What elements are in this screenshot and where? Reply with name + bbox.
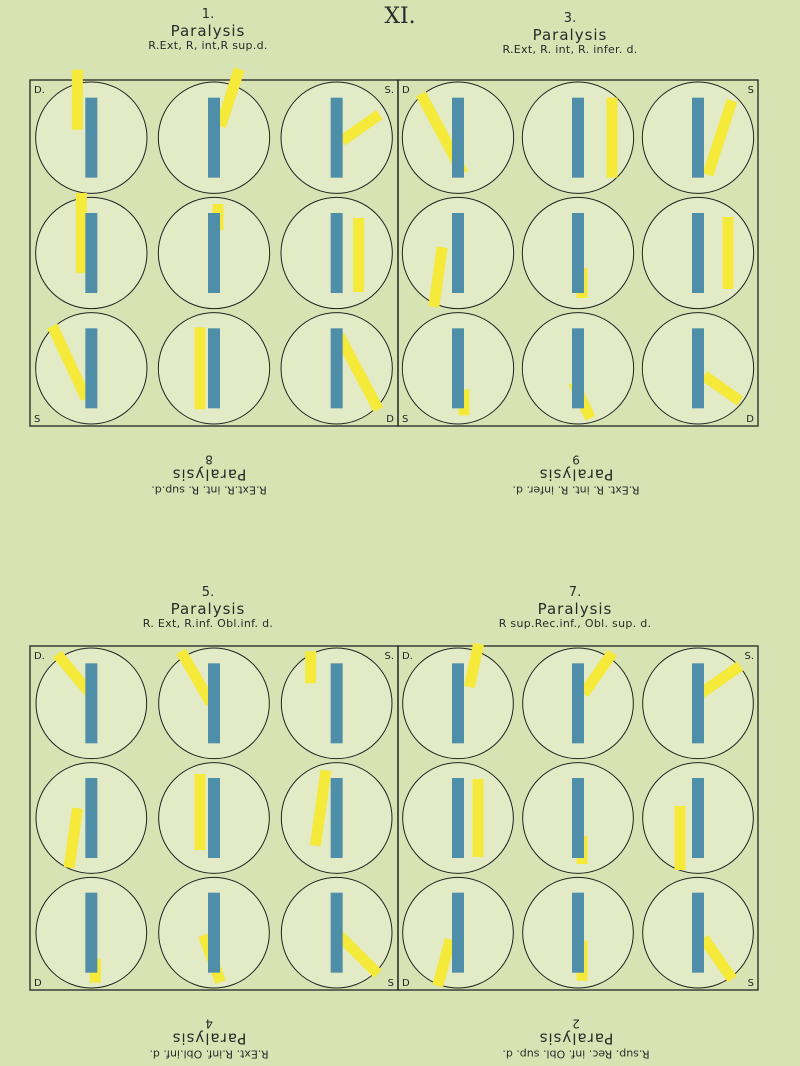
true-image-bar <box>692 893 704 973</box>
true-image-bar <box>208 778 220 858</box>
panel-3-subtitle: R.Ext, R. int, R. infer. d. <box>502 43 638 57</box>
corner-label-top-left: D. <box>34 85 45 96</box>
panel-1-inverted-number: 8 <box>205 452 213 467</box>
gaze-field-cell <box>403 877 514 988</box>
panel-7-number: 7. <box>568 585 582 600</box>
gaze-field-cell <box>281 197 392 308</box>
gaze-field-cell <box>522 82 633 193</box>
true-image-bar <box>85 98 97 178</box>
gaze-field-cell <box>522 313 633 424</box>
gaze-field-cell <box>523 648 634 759</box>
true-image-bar <box>331 893 343 973</box>
corner-label-top-right: S. <box>384 651 394 662</box>
gaze-field-cell <box>36 877 147 988</box>
gaze-field-cell <box>643 648 754 759</box>
gaze-field-cell <box>402 82 513 193</box>
true-image-bar <box>208 213 220 293</box>
false-image-bar <box>675 806 686 870</box>
true-image-bar <box>692 98 704 178</box>
gaze-field-cell <box>403 643 514 759</box>
corner-label-bottom-right: S <box>387 978 394 989</box>
gaze-field-cell <box>158 67 269 193</box>
true-image-bar <box>452 893 464 973</box>
false-image-bar <box>353 218 364 292</box>
false-image-bar <box>723 217 734 289</box>
panel-1-diagram <box>30 67 398 426</box>
true-image-bar <box>85 893 97 973</box>
corner-label-top-right: S. <box>384 85 394 96</box>
true-image-bar <box>208 663 220 743</box>
gaze-field-cell <box>523 877 634 988</box>
gaze-field-cell <box>36 313 147 424</box>
panel-3-heading: Paralysis <box>532 25 608 44</box>
false-image-bar <box>607 98 618 178</box>
true-image-bar <box>331 213 343 293</box>
corner-label-bottom-left: D <box>34 978 42 989</box>
panel-5-inverted-number: 4 <box>205 1016 213 1031</box>
panel-1-number: 1. <box>201 7 215 22</box>
corner-label-top-left: D <box>402 85 410 96</box>
gaze-field-cell <box>642 197 753 308</box>
panel-5-inverted-title: Paralysis <box>171 1030 247 1049</box>
false-image-bar <box>305 651 316 683</box>
corner-label-top-left: D. <box>402 651 413 662</box>
true-image-bar <box>692 663 704 743</box>
gaze-field-cell <box>159 763 270 874</box>
panel-3-number: 3. <box>563 11 577 26</box>
plate-number: XI. <box>384 4 416 29</box>
corner-label-bottom-left: S <box>402 414 409 425</box>
true-image-bar <box>572 893 584 973</box>
true-image-bar <box>572 98 584 178</box>
corner-label-bottom-right: D <box>386 414 394 425</box>
gaze-field-cell <box>643 763 754 874</box>
panel-5-inverted-subtitle: R.Ext. R.inf. Obl.inf. d. <box>149 1047 269 1061</box>
panel-5-number: 5. <box>201 585 215 600</box>
true-image-bar <box>572 328 584 408</box>
panel-7-inverted-subtitle: R.sup. Rec. inf. Obl. sup. d. <box>502 1047 650 1061</box>
true-image-bar <box>572 778 584 858</box>
true-image-bar <box>85 328 97 408</box>
false-image-bar <box>72 70 83 130</box>
gaze-field-cell <box>403 763 514 874</box>
corner-label-bottom-left: S <box>34 414 41 425</box>
true-image-bar <box>208 98 220 178</box>
true-image-bar <box>452 328 464 408</box>
panel-3-diagram <box>30 646 398 990</box>
gaze-field-cell <box>159 648 270 759</box>
true-image-bar <box>692 213 704 293</box>
true-image-bar <box>331 663 343 743</box>
true-image-bar <box>331 778 343 858</box>
true-image-bar <box>85 663 97 743</box>
gaze-field-cell <box>642 313 753 424</box>
true-image-bar <box>572 663 584 743</box>
gaze-field-cell <box>36 648 147 759</box>
false-image-bar <box>195 774 206 850</box>
true-image-bar <box>208 893 220 973</box>
panel-7-inverted-title: Paralysis <box>538 1030 614 1049</box>
false-image-bar <box>473 779 484 857</box>
panel-5-subtitle: R. Ext, R.inf. Obl.inf. d. <box>142 617 274 631</box>
true-image-bar <box>208 328 220 408</box>
gaze-field-cell <box>523 763 634 874</box>
gaze-field-cell <box>281 82 392 193</box>
panel-7-subtitle: R sup.Rec.inf., Obl. sup. d. <box>498 617 652 631</box>
panel-3-inverted-subtitle: R.Ext. R. int. R. infer. d. <box>512 483 640 497</box>
gaze-field-cell <box>281 648 392 759</box>
gaze-field-cell <box>158 313 269 424</box>
panel-7-inverted-number: 2 <box>572 1016 580 1031</box>
panel-3-inverted-number: 9 <box>572 452 580 467</box>
true-image-bar <box>331 328 343 408</box>
true-image-bar <box>85 213 97 293</box>
true-image-bar <box>692 328 704 408</box>
false-image-bar <box>76 193 87 273</box>
corner-label-bottom-right: S <box>747 978 754 989</box>
gaze-field-cell <box>402 197 513 308</box>
gaze-field-cell <box>642 82 753 193</box>
panel-7-heading: Paralysis <box>537 599 613 618</box>
corner-label-top-right: S <box>747 85 754 96</box>
panel-5-heading: Paralysis <box>170 599 246 618</box>
gaze-field-cell <box>522 197 633 308</box>
panel-1-subtitle: R.Ext, R, int,R sup.d. <box>148 39 268 53</box>
gaze-field-cell <box>281 877 392 988</box>
gaze-field-cell <box>36 763 147 874</box>
corner-label-bottom-right: D <box>746 414 754 425</box>
gaze-field-cell <box>158 197 269 308</box>
true-image-bar <box>452 663 464 743</box>
panel-1-heading: Paralysis <box>170 21 246 40</box>
true-image-bar <box>452 213 464 293</box>
true-image-bar <box>572 213 584 293</box>
panel-2-diagram <box>398 80 758 426</box>
panel-4-diagram <box>398 643 758 990</box>
corner-label-top-left: D. <box>34 651 45 662</box>
gaze-field-cell <box>281 763 392 874</box>
true-image-bar <box>331 98 343 178</box>
gaze-field-cell <box>36 193 147 309</box>
gaze-field-cell <box>281 313 392 424</box>
true-image-bar <box>452 98 464 178</box>
true-image-bar <box>85 778 97 858</box>
gaze-field-cell <box>36 70 147 194</box>
panel-1-inverted-title: Paralysis <box>171 466 247 485</box>
gaze-field-cell <box>159 877 270 988</box>
panel-3-inverted-title: Paralysis <box>538 466 614 485</box>
panel-1-inverted-subtitle: R.Ext.R. int. R. sup.d. <box>151 483 267 497</box>
true-image-bar <box>692 778 704 858</box>
true-image-bar <box>452 778 464 858</box>
corner-label-top-right: S. <box>744 651 754 662</box>
corner-label-bottom-left: D <box>402 978 410 989</box>
gaze-field-cell <box>643 877 754 988</box>
false-image-bar <box>195 327 206 409</box>
gaze-field-cell <box>402 313 513 424</box>
